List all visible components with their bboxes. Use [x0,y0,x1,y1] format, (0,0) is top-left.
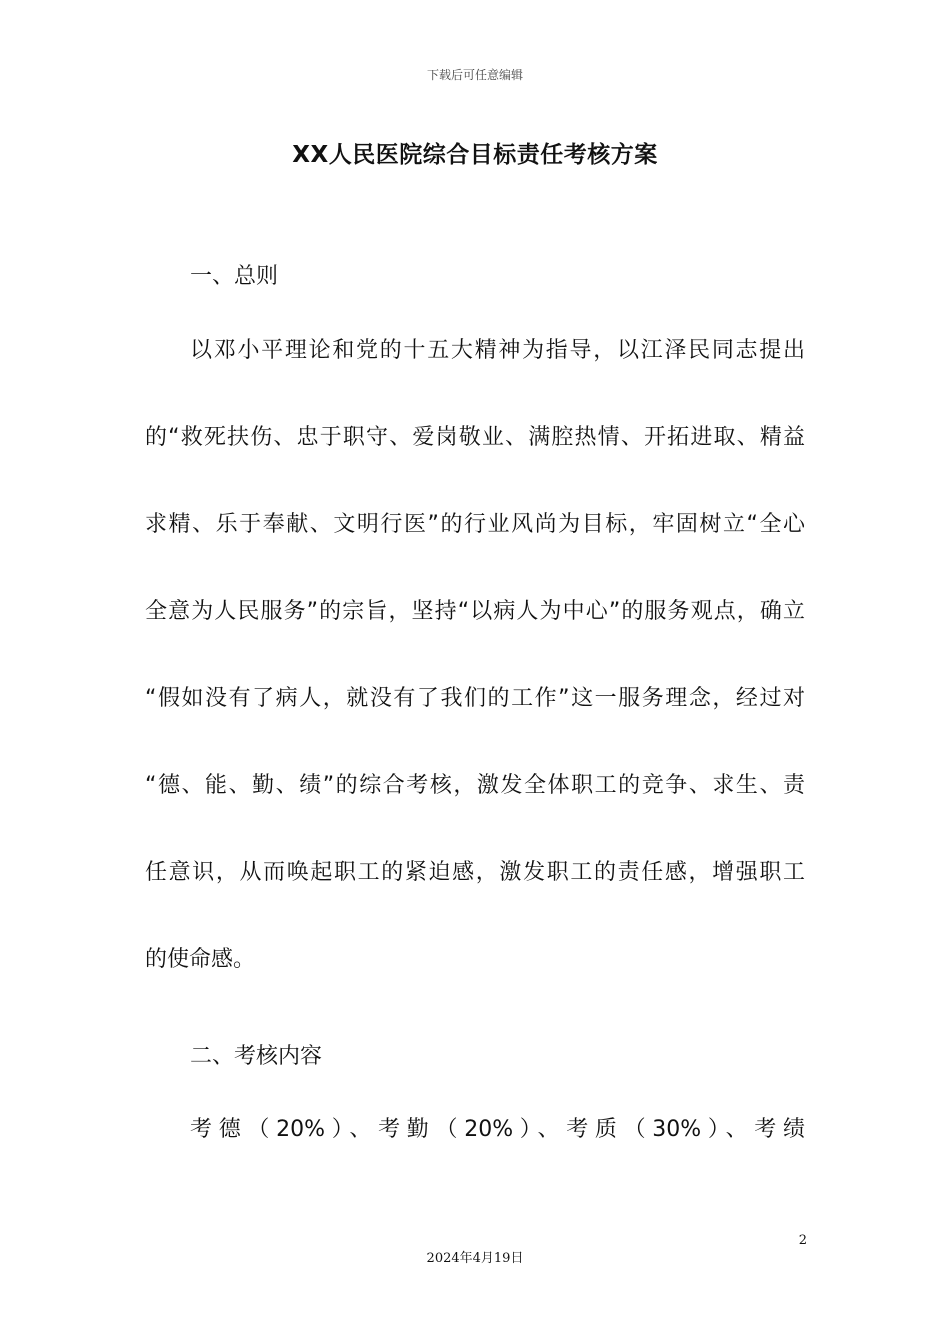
section-heading-content: 二、考核内容 [190,1044,323,1069]
paragraph-line: 的“救死扶伤、忠于职守、爱岗敬业、满腔热情、开拓进取、精益 [145,425,805,450]
paragraph-line: “德、能、勤、绩”的综合考核，激发全体职工的竞争、求生、责 [145,773,805,798]
document-title: XX人民医院综合目标责任考核方案 [292,142,658,168]
header-note: 下载后可任意编辑 [426,68,523,82]
paragraph-line: “假如没有了病人，就没有了我们的工作”这一服务理念，经过对 [145,686,805,711]
paragraph-line: 的使命感。 [145,947,256,972]
footer-date: 2024年4月19日 [426,1251,524,1266]
paragraph-line: 全意为人民服务”的宗旨，坚持“以病人为中心”的服务观点，确立 [145,599,805,624]
section-heading-general: 一、总则 [190,264,279,289]
paragraph-line: 考德（20%）、考勤（20%）、考质（30%）、考绩 [190,1117,805,1142]
paragraph-line: 任意识，从而唤起职工的紧迫感，激发职工的责任感，增强职工 [145,860,805,885]
page-number: 2 [798,1233,807,1248]
paragraph-line: 以邓小平理论和党的十五大精神为指导，以江泽民同志提出 [190,338,805,363]
paragraph-line: 求精、乐于奉献、文明行医”的行业风尚为目标，牢固树立“全心 [145,512,805,537]
